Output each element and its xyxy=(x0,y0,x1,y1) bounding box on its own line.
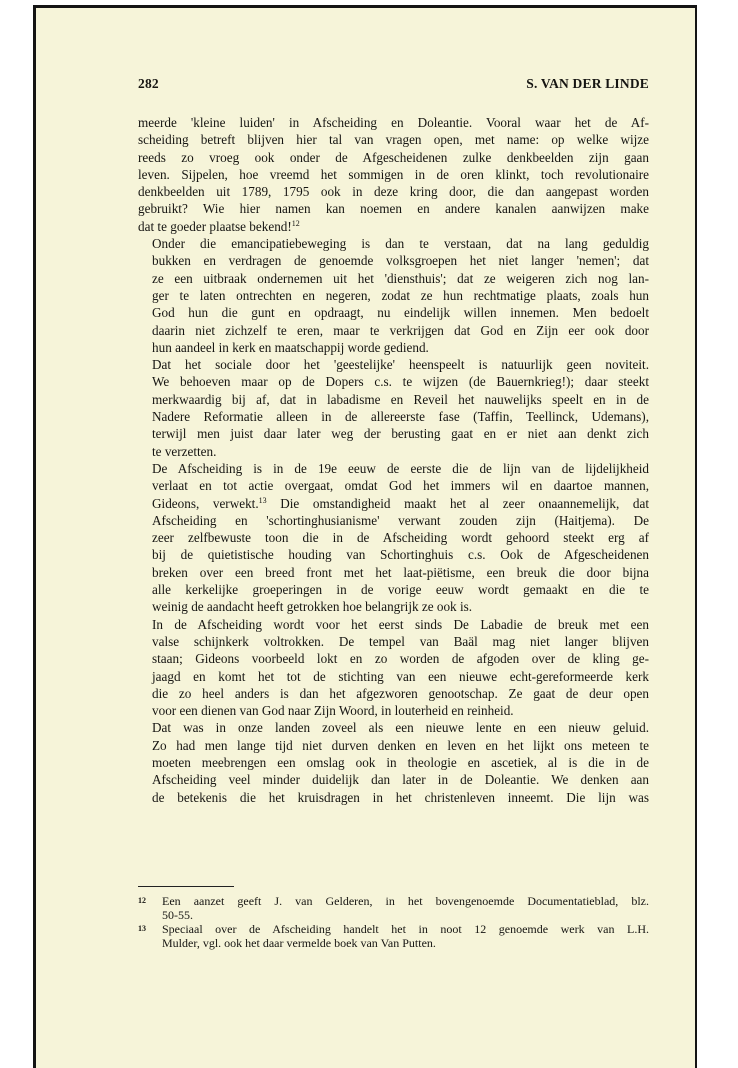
text-line: jaagd en komt het tot de stichting van een nieuwe echt-gereformeerde kerk xyxy=(152,668,649,684)
footnote-divider xyxy=(138,886,234,887)
footnote-13 xyxy=(138,922,649,950)
paragraph-1 xyxy=(138,114,649,235)
text-line: voor een dienen van God naar Zijn Woord, in louterheid en reinheid. xyxy=(152,703,514,719)
text-line: Dat het sociale door het 'geestelijke' heenspeelt is natuurlijk geen noviteit. xyxy=(152,357,649,373)
footnote-line: Een aanzet geeft J. van Gelderen, in het bovengenoemde Documentatieblad, blz. xyxy=(162,894,649,908)
footnote-line: Mulder, vgl. ook het daar vermelde boek van Van Putten. xyxy=(162,936,436,950)
footnotes xyxy=(138,894,649,950)
text-line: breken over een breed front met het laat-piëtisme, een breuk die door bijna xyxy=(152,564,649,580)
text-line: ze een uitbraak ondernemen uit het 'diensthuis'; dat ze weigeren zich nog lan- xyxy=(152,270,649,286)
body-text xyxy=(138,114,649,806)
paragraph-5 xyxy=(138,616,649,720)
text-line: scheiding betreft blijven hier tal van vragen open, met name: op welke wijze xyxy=(138,132,649,148)
text-line: reeds zo vroeg ook onder de Afgescheidenen zulke denkbeelden zijn gaan xyxy=(138,149,649,165)
paragraph-4 xyxy=(138,460,649,616)
text-line: God hun die gunt en opdraagt, nu eindelijk willen innemen. Men bedoelt xyxy=(152,305,649,321)
text-line: bij de quietistische houding van Schortinghuis c.s. Ook de Afgescheidenen xyxy=(152,547,649,563)
text-line: de betekenis die het kruisdragen in het christenleven inneemt. Die lijn was xyxy=(152,789,649,805)
text-line: moeten meebrengen een omslag ook in theologie en ascetiek, al is die in de xyxy=(152,754,649,770)
text-line: merkwaardig bij af, dat in labadisme en Reveil het nauwelijks speelt en in de xyxy=(152,391,649,407)
running-head-author: S. VAN DER LINDE xyxy=(526,76,649,91)
text-line: Dat was in onze landen zoveel als een nieuwe lente en een nieuw geluid. xyxy=(152,720,649,736)
text-line: valse schijnkerk voltrokken. De tempel van Baäl mag niet langer blijven xyxy=(152,633,649,649)
paragraph-2 xyxy=(138,235,649,356)
footnote-number: 13 xyxy=(138,924,146,933)
text-line: daarin niet zichzelf te eren, maar te verkrijgen dat God en Zijn eer ook door xyxy=(152,322,649,338)
text-line: Zo had men lange tijd niet durven denken en leven en het lijkt ons meteen te xyxy=(152,737,649,753)
text-line: te verzetten. xyxy=(152,443,217,459)
text-line: Onder die emancipatiebeweging is dan te verstaan, dat na lang geduldig xyxy=(152,236,649,252)
page-number: 282 xyxy=(138,76,159,91)
text-fragment: dat te goeder plaatse bekend! xyxy=(138,218,292,234)
paragraph-6 xyxy=(138,719,649,805)
footnote-12 xyxy=(138,894,649,922)
text-line: terwijl men juist daar later weg der berusting gaat en er niet aan denkt zich xyxy=(152,426,649,442)
text-line xyxy=(138,495,649,512)
text-line: meerde 'kleine luiden' in Afscheiding en Doleantie. Vooral waar het de Af- xyxy=(138,115,649,130)
text-line: De Afscheiding is in de 19e eeuw de eerste die de lijn van de lijdelijkheid xyxy=(152,460,649,476)
text-line: Afscheiding veel minder duidelijk dan later in de Doleantie. We denken aan xyxy=(152,772,649,788)
text-line: gebruikt? Wie hier namen kan noemen en andere kanalen aanwijzen make xyxy=(138,201,649,217)
footnote-ref-13[interactable]: 13 xyxy=(258,495,267,505)
text-line: Afscheiding en 'schortinghusianisme' verwant zouden zijn (Haitjema). De xyxy=(152,512,649,528)
text-line: verlaat en tot actie overgaat, omdat God het immers wil en daartoe mannen, xyxy=(152,478,649,494)
footnote-line: 50-55. xyxy=(162,908,193,922)
text-line: denkbeelden uit 1789, 1795 ook in deze kring door, die dan aangepast worden xyxy=(138,184,649,200)
text-line: zeer zelfbewuste toon die in de Afscheiding wordt gehoord steekt erg af xyxy=(152,530,649,546)
paragraph-3 xyxy=(138,356,649,460)
footnote-line: Speciaal over de Afscheiding handelt het in noot 12 genoemde werk van L.H. xyxy=(162,922,649,936)
text-line xyxy=(138,218,649,235)
text-fragment: Gideons, verwekt. xyxy=(152,495,259,511)
text-line: bukken en verdragen de genoemde volksgroepen het niet langer 'nemen'; dat xyxy=(152,253,649,269)
footnote-number: 12 xyxy=(138,896,146,905)
text-line: weinig de aandacht heeft getrokken hoe belangrijk ze ook is. xyxy=(152,599,473,615)
text-line: die zo heel anders is dan het afgezworen genootschap. Ze gaat de deur open xyxy=(152,685,649,701)
text-line: In de Afscheiding wordt voor het eerst sinds De Labadie de breuk met een xyxy=(152,616,649,632)
text-line: ger te laten ontrechten en negeren, zodat ze hun rechtmatige plaats, zoals hun xyxy=(152,287,649,303)
text-fragment: Die omstandigheid maakt het al zeer onaannemelijk, dat xyxy=(266,495,649,511)
text-line: hun aandeel in kerk en maatschappij worde gediend. xyxy=(152,339,429,355)
text-line: Nadere Reformatie alleen in de allereerste fase (Taffin, Teellinck, Udemans), xyxy=(152,409,649,425)
text-line: staan; Gideons voorbeeld lokt en zo worden de afgoden over de kling ge- xyxy=(152,651,649,667)
footnote-ref-12[interactable]: 12 xyxy=(291,218,300,228)
text-line: We behoeven maar op de Dopers c.s. te wijzen (de Bauernkrieg!); daar steekt xyxy=(152,374,649,390)
running-header xyxy=(138,76,649,96)
text-line: leven. Sijpelen, hoe vreemd het sommigen in de oren klinkt, toch revolutionaire xyxy=(138,166,649,182)
text-line: alle kerkelijke groeperingen in de vorige eeuw wordt gemaakt en die te xyxy=(152,582,649,598)
